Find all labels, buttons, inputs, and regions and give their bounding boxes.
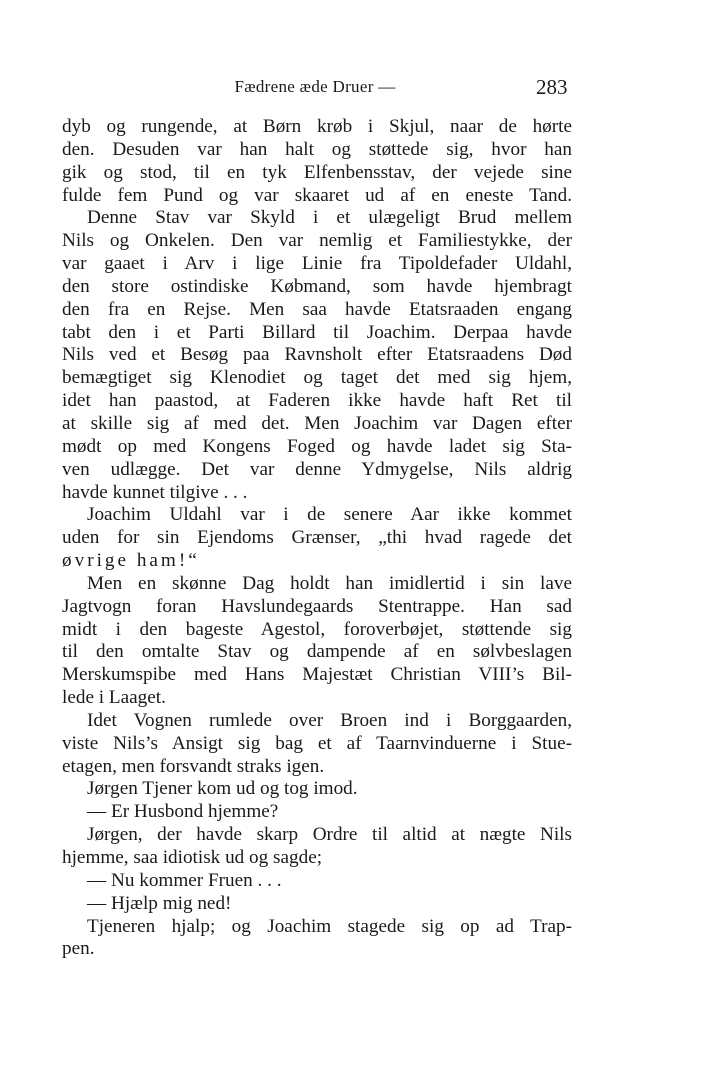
text-line: havde kunnet tilgive . . . xyxy=(62,481,248,503)
text-line: Joachim Uldahl var i de senere Aar ikke kommet xyxy=(87,504,572,526)
text-line: Jørgen Tjener kom ud og tog imod. xyxy=(87,778,358,800)
body-text xyxy=(62,116,572,961)
text-line: — Hjælp mig ned! xyxy=(87,892,232,914)
text-line: Merskumspibe med Hans Majestæt Christian VIII’s Bil- xyxy=(62,664,572,686)
text-line: hjemme, saa idiotisk ud og sagde; xyxy=(62,847,323,868)
text-line: ven udlægge. Det var denne Ydmygelse, Nils aldrig xyxy=(62,458,572,480)
text-line: dyb og rungende, at Børn krøb i Skjul, naar de hørte xyxy=(62,116,572,137)
text-line: at skille sig af med det. Men Joachim var Dagen efter xyxy=(62,412,572,434)
text-line: gik og stod, til en tyk Elfenbensstav, der vejede sine xyxy=(62,161,572,183)
text-line: øvrige ham!“ xyxy=(62,550,200,572)
running-head xyxy=(0,74,712,100)
text-line: Idet Vognen rumlede over Broen ind i Borggaarden, xyxy=(87,709,572,731)
text-line: Jagtvogn foran Havslundegaards Stentrappe. Han sad xyxy=(62,595,572,617)
running-title: Fædrene æde Druer — xyxy=(234,77,396,96)
text-line: Denne Stav var Skyld i et ulægeligt Brud mellem xyxy=(87,207,572,229)
text-line: fulde fem Pund og var skaaret ud af en eneste Tand. xyxy=(62,184,572,206)
text-line: var gaaet i Arv i lige Linie fra Tipoldefader Uldahl, xyxy=(62,253,572,275)
text-line: — Nu kommer Fruen . . . xyxy=(87,869,282,891)
text-line: Nils ved et Besøg paa Ravnsholt efter Etatsraadens Død xyxy=(62,344,572,366)
text-line: Men en skønne Dag holdt han imidlertid i sin lave xyxy=(87,572,572,594)
text-line: idet han paastod, at Faderen ikke havde haft Ret til xyxy=(62,390,572,412)
text-line: etagen, men forsvandt straks igen. xyxy=(62,755,325,777)
text-line: uden for sin Ejendoms Grænser, „thi hvad ragede det xyxy=(62,527,572,549)
page-number: 283 xyxy=(536,75,568,99)
text-line: midt i den bageste Agestol, foroverbøjet, støttende sig xyxy=(62,618,572,640)
text-line: pen. xyxy=(62,938,95,960)
text-line: bemægtiget sig Klenodiet og taget det med sig hjem, xyxy=(62,367,572,389)
text-line: den fra en Rejse. Men saa havde Etatsraaden engang xyxy=(62,298,572,320)
text-line: Tjeneren hjalp; og Joachim stagede sig op ad Trap- xyxy=(87,915,572,937)
text-line: lede i Laaget. xyxy=(62,687,166,709)
text-line: tabt den i et Parti Billard til Joachim. Derpaa havde xyxy=(62,321,572,343)
text-line: Jørgen, der havde skarp Ordre til altid at nægte Nils xyxy=(87,824,572,846)
text-line: viste Nils’s Ansigt sig bag et af Taarnvinduerne i Stue- xyxy=(62,732,572,754)
text-line: — Er Husbond hjemme? xyxy=(87,801,279,823)
text-line: Nils og Onkelen. Den var nemlig et Familiestykke, der xyxy=(62,230,572,252)
text-line: til den omtalte Stav og dampende af en sølvbeslagen xyxy=(62,641,572,663)
text-line: den. Desuden var han halt og støttede sig, hvor han xyxy=(62,138,572,160)
text-line: mødt op med Kongens Foged og havde ladet sig Sta- xyxy=(62,435,572,457)
text-line: den store ostindiske Købmand, som havde hjembragt xyxy=(62,275,572,297)
